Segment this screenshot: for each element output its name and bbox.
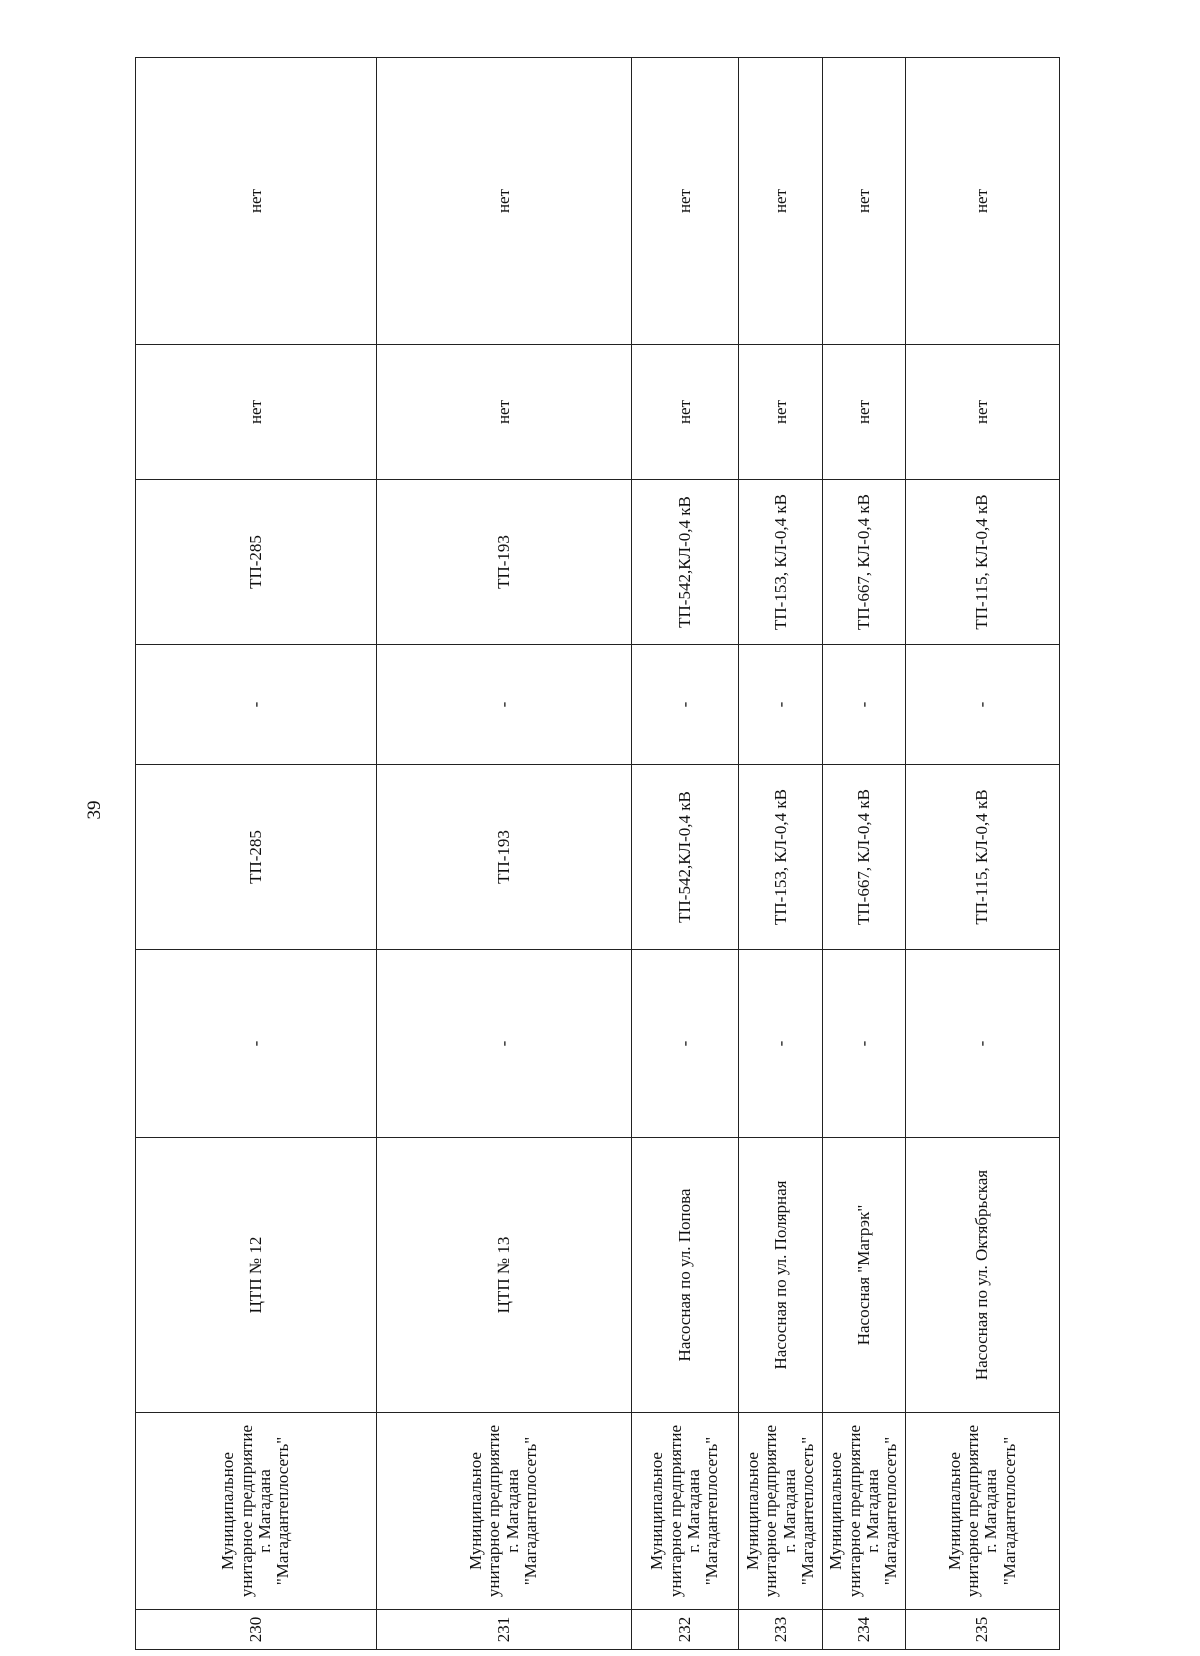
value-cell: ТП-667, КЛ-0,4 кВ <box>823 480 906 645</box>
value-cell: - <box>823 645 906 765</box>
document-table-area <box>135 58 1060 1650</box>
object-cell: Насосная по ул. Попова <box>631 1138 739 1413</box>
value-cell: ТП-542,КЛ-0,4 кВ <box>631 765 739 950</box>
value-cell: ТП-285 <box>136 480 377 645</box>
object-cell: ЦТП № 12 <box>136 1138 377 1413</box>
value-cell: нет <box>136 345 377 480</box>
value-cell: ТП-285 <box>136 765 377 950</box>
table-row <box>376 58 631 1650</box>
row-number-cell: 232 <box>631 1610 739 1650</box>
owner-cell: Муниципальное унитарное предприятие г. Магадана "Магадантеплосеть" <box>136 1413 377 1610</box>
value-cell: нет <box>136 58 377 345</box>
value-cell: нет <box>376 58 631 345</box>
value-cell: нет <box>905 58 1059 345</box>
value-cell: - <box>376 950 631 1138</box>
value-cell: ТП-542,КЛ-0,4 кВ <box>631 480 739 645</box>
value-cell: ТП-667, КЛ-0,4 кВ <box>823 765 906 950</box>
value-cell: нет <box>376 345 631 480</box>
object-cell: Насосная по ул. Октябрьская <box>905 1138 1059 1413</box>
value-cell: нет <box>739 58 823 345</box>
object-cell: Насосная по ул. Полярная <box>739 1138 823 1413</box>
table-row <box>739 58 823 1650</box>
table-row <box>905 58 1059 1650</box>
value-cell: ТП-153, КЛ-0,4 кВ <box>739 480 823 645</box>
value-cell: - <box>739 645 823 765</box>
owner-cell: Муниципальное унитарное предприятие г. Магадана "Магадантеплосеть" <box>905 1413 1059 1610</box>
value-cell: - <box>823 950 906 1138</box>
value-cell: ТП-115, КЛ-0,4 кВ <box>905 765 1059 950</box>
row-number-cell: 235 <box>905 1610 1059 1650</box>
value-cell: нет <box>631 58 739 345</box>
value-cell: нет <box>823 58 906 345</box>
rotated-table-wrapper <box>135 58 1060 1650</box>
table-row <box>631 58 739 1650</box>
owner-cell: Муниципальное унитарное предприятие г. Магадана "Магадантеплосеть" <box>739 1413 823 1610</box>
row-number-cell: 234 <box>823 1610 906 1650</box>
value-cell: нет <box>905 345 1059 480</box>
value-cell: - <box>905 950 1059 1138</box>
row-number-cell: 231 <box>376 1610 631 1650</box>
object-cell: ЦТП № 13 <box>376 1138 631 1413</box>
value-cell: нет <box>823 345 906 480</box>
value-cell: - <box>136 645 377 765</box>
value-cell: - <box>376 645 631 765</box>
object-cell: Насосная "Магрэк" <box>823 1138 906 1413</box>
value-cell: ТП-115, КЛ-0,4 кВ <box>905 480 1059 645</box>
value-cell: нет <box>631 345 739 480</box>
value-cell: ТП-193 <box>376 765 631 950</box>
owner-cell: Муниципальное унитарное предприятие г. Магадана "Магадантеплосеть" <box>823 1413 906 1610</box>
power-supply-table <box>135 57 1060 1650</box>
value-cell: - <box>631 950 739 1138</box>
owner-cell: Муниципальное унитарное предприятие г. Магадана "Магадантеплосеть" <box>631 1413 739 1610</box>
table-row <box>823 58 906 1650</box>
owner-cell: Муниципальное унитарное предприятие г. Магадана "Магадантеплосеть" <box>376 1413 631 1610</box>
value-cell: ТП-153, КЛ-0,4 кВ <box>739 765 823 950</box>
value-cell: - <box>905 645 1059 765</box>
value-cell: ТП-193 <box>376 480 631 645</box>
value-cell: - <box>136 950 377 1138</box>
value-cell: - <box>739 950 823 1138</box>
row-number-cell: 230 <box>136 1610 377 1650</box>
value-cell: - <box>631 645 739 765</box>
row-number-cell: 233 <box>739 1610 823 1650</box>
value-cell: нет <box>739 345 823 480</box>
table-row <box>136 58 377 1650</box>
page-number: 39 <box>84 800 105 820</box>
